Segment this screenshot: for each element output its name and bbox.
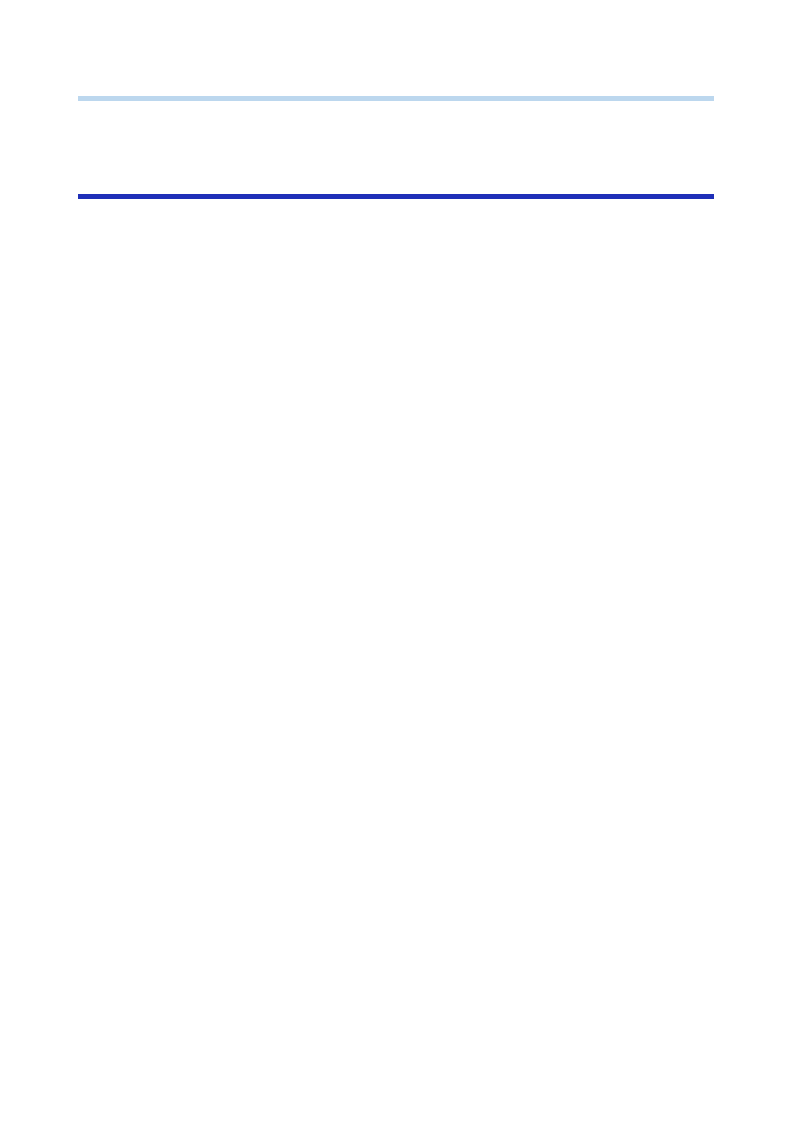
- section-heading: [80, 670, 88, 700]
- overview-item: [88, 761, 116, 787]
- title-bottom-rule: [78, 194, 714, 199]
- overview-item: [88, 803, 116, 829]
- title-top-rule: [78, 96, 714, 101]
- overview-item: [88, 715, 116, 741]
